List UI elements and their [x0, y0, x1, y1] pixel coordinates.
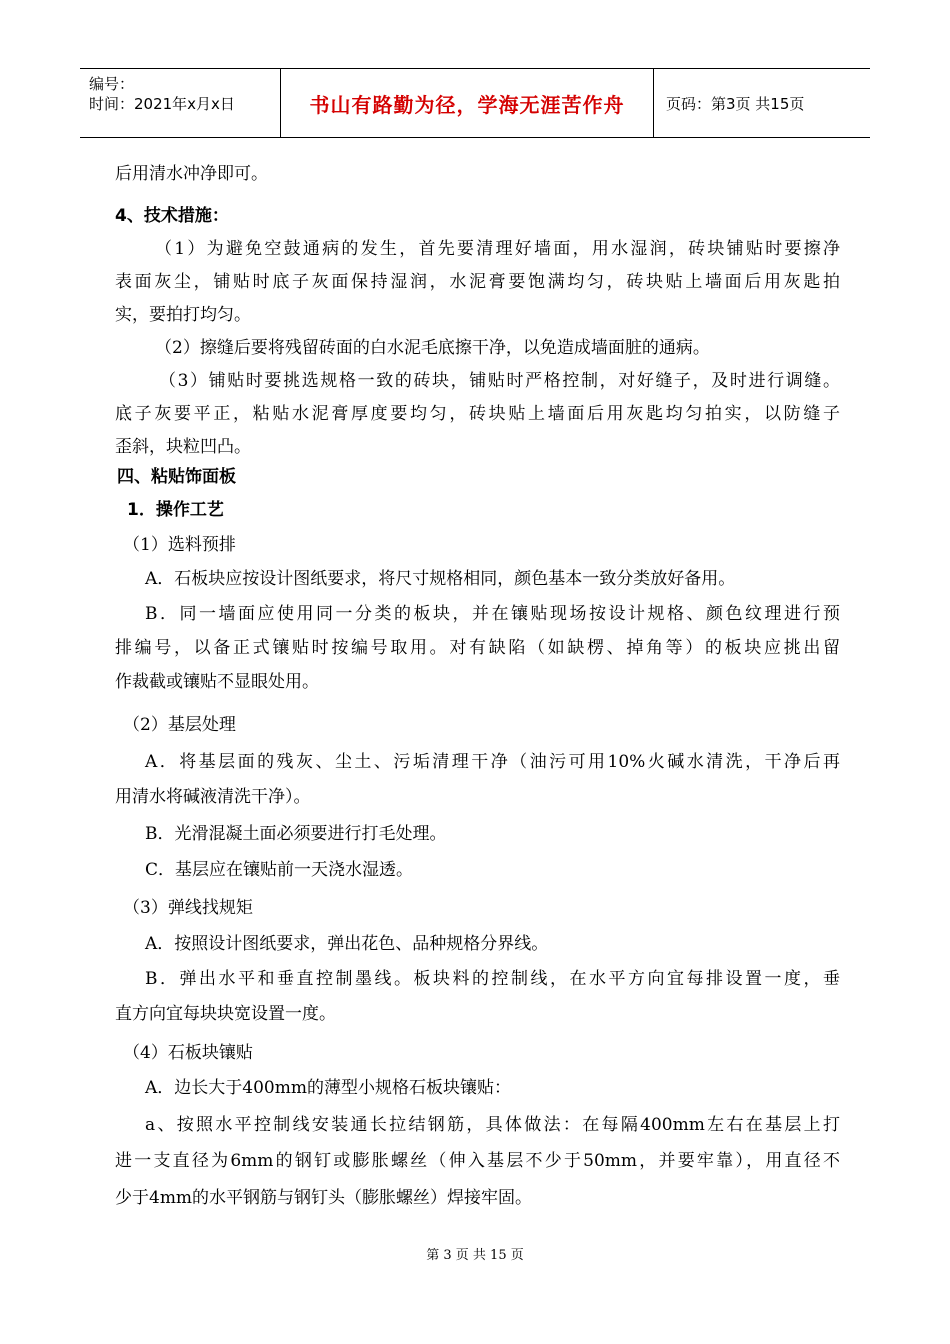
paragraph-line: B．弹出水平和垂直控制墨线。板块料的控制线，在水平方向宜每排设置一度，垂	[145, 969, 840, 989]
paragraph-line: A．石板块应按设计图纸要求，将尺寸规格相同，颜色基本一致分类放好备用。	[145, 569, 736, 589]
paragraph-line: 直方向宜每块块宽设置一度。	[115, 1004, 336, 1024]
document-number: 编号：	[89, 75, 135, 93]
paragraph-line: （1）选料预排	[123, 535, 236, 555]
paragraph-line: 用清水将碱液清洗干净）。	[115, 787, 311, 807]
header-middle-cell	[281, 69, 654, 137]
paragraph-line: （3）铺贴时要挑选规格一致的砖块，铺贴时严格控制，对好缝子，及时进行调缝。	[159, 371, 840, 391]
paragraph-line: （3）弹线找规矩	[123, 898, 253, 918]
paragraph-line: C．基层应在镶贴前一天浇水湿透。	[145, 860, 414, 880]
header-left-cell	[80, 69, 281, 137]
page-info: 页码：第3页 共15页	[666, 94, 805, 113]
paragraph-line: （4）石板块镶贴	[123, 1043, 253, 1063]
section-heading: 四、粘贴饰面板	[117, 467, 236, 487]
paragraph-line: （1）为避免空鼓通病的发生，首先要清理好墙面，用水湿润，砖块铺贴时要擦净	[155, 239, 840, 259]
header-motto: 书山有路勤为径，学海无涯苦作舟	[309, 92, 625, 117]
paragraph-line: A．按照设计图纸要求，弹出花色、品种规格分界线。	[145, 934, 549, 954]
paragraph-line: B．光滑混凝土面必须要进行打毛处理。	[145, 824, 447, 844]
paragraph-line: 进一支直径为6mm的钢钉或膨胀螺丝（伸入基层不少于50mm，并要牢靠），用直径不	[115, 1151, 840, 1171]
paragraph-line: B．同一墙面应使用同一分类的板块，并在镶贴现场按设计规格、颜色纹理进行预	[145, 604, 840, 624]
paragraph-line: （2）基层处理	[123, 715, 236, 735]
paragraph-line: 少于4mm的水平钢筋与钢钉头（膨胀螺丝）焊接牢固。	[115, 1188, 533, 1208]
paragraph-line: （2）擦缝后要将残留砖面的白水泥毛底擦干净，以免造成墙面脏的通病。	[155, 338, 710, 358]
paragraph-line: a、按照水平控制线安装通长拉结钢筋，具体做法：在每隔400mm左右在基层上打	[145, 1115, 840, 1135]
header-table	[80, 68, 870, 138]
header-right-cell	[654, 69, 870, 137]
paragraph-line: 实，要拍打均匀。	[115, 305, 251, 325]
paragraph-line: 歪斜，块粒凹凸。	[115, 437, 251, 457]
paragraph-line: 排编号，以备正式镶贴时按编号取用。对有缺陷（如缺楞、掉角等）的板块应挑出留	[115, 638, 840, 658]
paragraph-line: A．边长大于400mm的薄型小规格石板块镶贴：	[145, 1078, 511, 1098]
page-footer: 第 3 页 共 15 页	[426, 1248, 524, 1263]
paragraph-line: A．将基层面的残灰、尘土、污垢清理干净（油污可用10%火碱水清洗，干净后再	[145, 752, 840, 772]
paragraph-line: 作裁截或镶贴不显眼处用。	[115, 672, 319, 692]
paragraph-line: 表面灰尘，铺贴时底子灰面保持湿润，水泥膏要饱满均匀，砖块贴上墙面后用灰匙拍	[115, 272, 840, 292]
section-heading: 4、技术措施：	[115, 206, 229, 226]
document-date: 时间：2021年x月x日	[89, 95, 235, 113]
paragraph-line: 后用清水冲净即可。	[115, 164, 268, 184]
paragraph-line: 底子灰要平正，粘贴水泥膏厚度要均匀，砖块贴上墙面后用灰匙均匀拍实，以防缝子	[115, 404, 840, 424]
subsection-heading: 1．操作工艺	[127, 500, 224, 520]
